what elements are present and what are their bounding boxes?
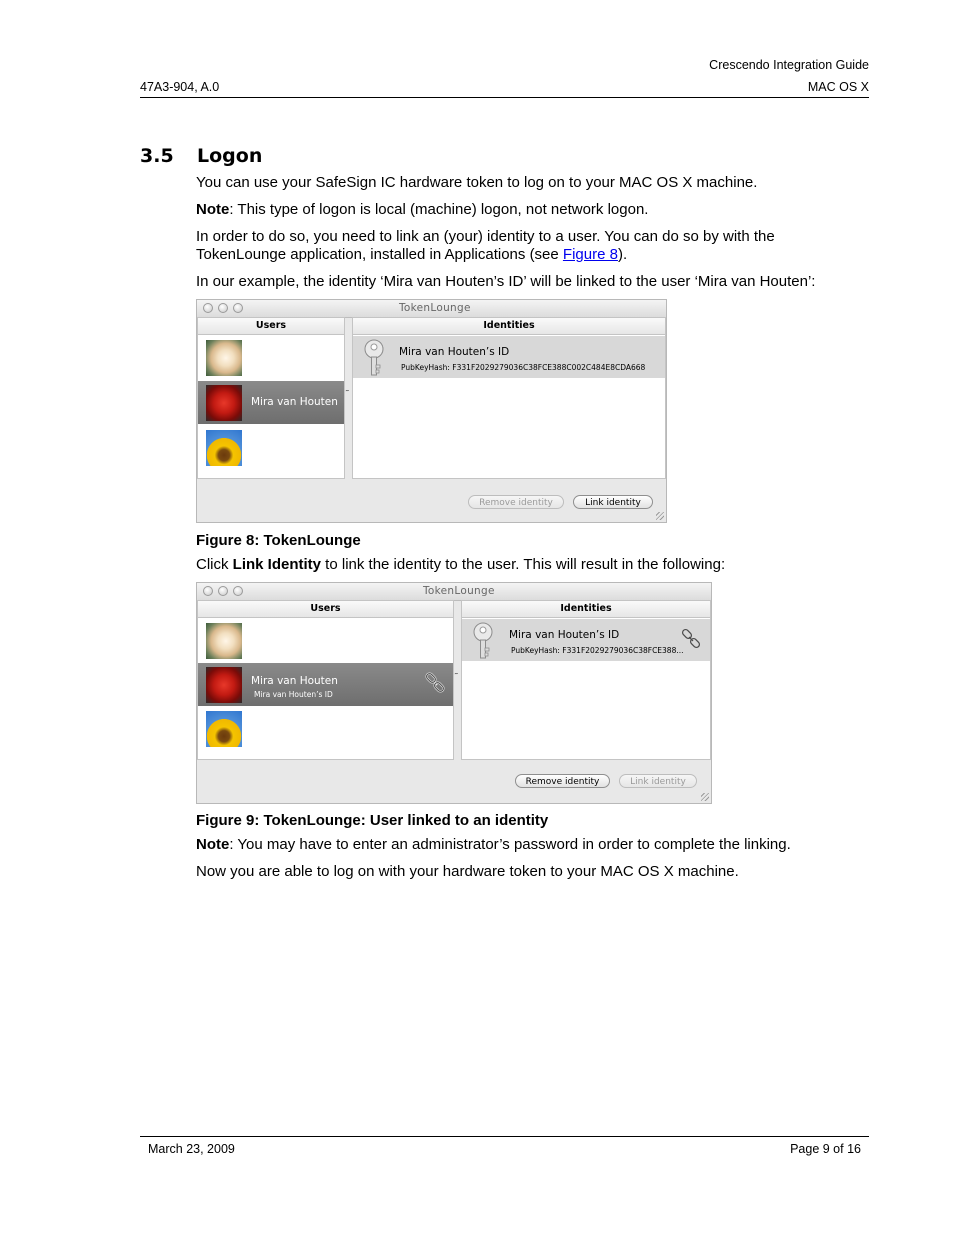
selected-user-name: Mira van Houten (251, 396, 338, 408)
click-result-text: to link the identity to the user. This will result in the following: (321, 556, 726, 573)
user-row-selected[interactable] (198, 663, 453, 706)
section-number: 3.5 (140, 145, 174, 167)
close-window-button[interactable] (203, 303, 213, 313)
note-label: Note (196, 836, 230, 853)
zoom-window-button[interactable] (233, 586, 243, 596)
user-avatar-sunflower[interactable] (206, 430, 242, 466)
identity-row[interactable] (462, 619, 710, 661)
note-text: : You may have to enter an administrator’s password in order to complete the linking. (229, 836, 791, 853)
splitter-handle[interactable]: ˜ (454, 673, 459, 683)
user-avatar-red-rose (206, 385, 242, 421)
instructions-line-1: In order to do so, you need to link an (your) identity to a user. You can do so by with the (196, 228, 775, 245)
chain-link-icon (424, 672, 446, 694)
user-avatar-sunflower[interactable] (206, 711, 242, 747)
identities-column-header[interactable]: Identities (353, 318, 665, 335)
header-rule (140, 97, 869, 98)
paragraph-click-link (196, 556, 856, 574)
footer-rule (140, 1136, 869, 1137)
resize-grip[interactable] (656, 512, 664, 520)
chain-link-icon (680, 628, 702, 650)
footer-date: March 23, 2009 (148, 1142, 235, 1156)
identities-pane (352, 317, 666, 479)
identity-hash: PubKeyHash: F331F2029279036C38FCE388C002C484E8CDA668 (401, 363, 646, 372)
link-identity-button[interactable]: Link identity (573, 495, 653, 509)
note-text: : This type of logon is local (machine) logon, not network logon. (229, 201, 649, 218)
click-text: Click (196, 556, 233, 573)
identities-pane (461, 600, 711, 760)
user-avatar-red-rose (206, 667, 242, 703)
user-row-selected[interactable] (198, 381, 344, 424)
close-window-button[interactable] (203, 586, 213, 596)
users-column-header[interactable]: Users (198, 318, 344, 335)
identity-name: Mira van Houten’s ID (399, 346, 510, 358)
platform-label: MAC OS X (807, 80, 869, 94)
identity-row[interactable] (353, 336, 665, 378)
tokenlounge-window-fig8 (196, 299, 667, 523)
minimize-window-button[interactable] (218, 303, 228, 313)
splitter-handle[interactable]: ˜ (345, 390, 350, 400)
instructions-line-2 (196, 246, 856, 264)
figure-8-link[interactable]: Figure 8 (562, 246, 618, 263)
user-avatar-white-rose[interactable] (206, 340, 242, 376)
identity-name: Mira van Houten’s ID (509, 629, 620, 641)
section-title: Logon (197, 145, 263, 167)
guide-title: Crescendo Integration Guide (709, 58, 869, 72)
instructions-end: ). (617, 246, 628, 263)
paragraph-note-admin (196, 836, 856, 854)
footer-page-number: Page 9 of 16 (790, 1142, 861, 1156)
window-title: TokenLounge (399, 302, 471, 314)
link-identity-button[interactable]: Link identity (619, 774, 697, 788)
users-column-header[interactable]: Users (198, 601, 453, 618)
users-pane (197, 317, 345, 479)
doc-id: 47A3-904, A.0 (140, 80, 220, 94)
identity-hash: PubKeyHash: F331F2029279036C38FCE388... (511, 646, 684, 655)
paragraph-link-instructions (196, 228, 856, 264)
remove-identity-button[interactable]: Remove identity (468, 495, 564, 509)
zoom-window-button[interactable] (233, 303, 243, 313)
window-titlebar (197, 300, 666, 318)
figure-9-caption: Figure 9: TokenLounge: User linked to an identity (196, 812, 549, 829)
tokenlounge-window-fig9 (196, 582, 712, 804)
paragraph-conclusion: Now you are able to log on with your hardware token to your MAC OS X machine. (196, 863, 739, 880)
selected-user-name: Mira van Houten (251, 675, 338, 687)
window-title: TokenLounge (423, 585, 495, 597)
note-label: Note (196, 201, 230, 218)
resize-grip[interactable] (701, 793, 709, 801)
window-titlebar (197, 583, 711, 601)
users-pane (197, 600, 454, 760)
link-identity-label: Link Identity (232, 556, 322, 573)
figure-8-caption: Figure 8: TokenLounge (196, 532, 361, 549)
paragraph-note-local (196, 201, 856, 219)
identities-column-header[interactable]: Identities (462, 601, 710, 618)
key-icon (472, 622, 494, 660)
paragraph-intro: You can use your SafeSign IC hardware token to log on to your MAC OS X machine. (196, 174, 758, 191)
instructions-text: TokenLounge application, installed in Applications (see (196, 246, 563, 263)
key-icon (363, 339, 385, 377)
minimize-window-button[interactable] (218, 586, 228, 596)
paragraph-example: In our example, the identity ‘Mira van Houten’s ID’ will be linked to the user ‘Mira van Houten’: (196, 273, 816, 290)
remove-identity-button[interactable]: Remove identity (515, 774, 610, 788)
linked-identity-name: Mira van Houten’s ID (254, 690, 333, 699)
user-avatar-white-rose[interactable] (206, 623, 242, 659)
